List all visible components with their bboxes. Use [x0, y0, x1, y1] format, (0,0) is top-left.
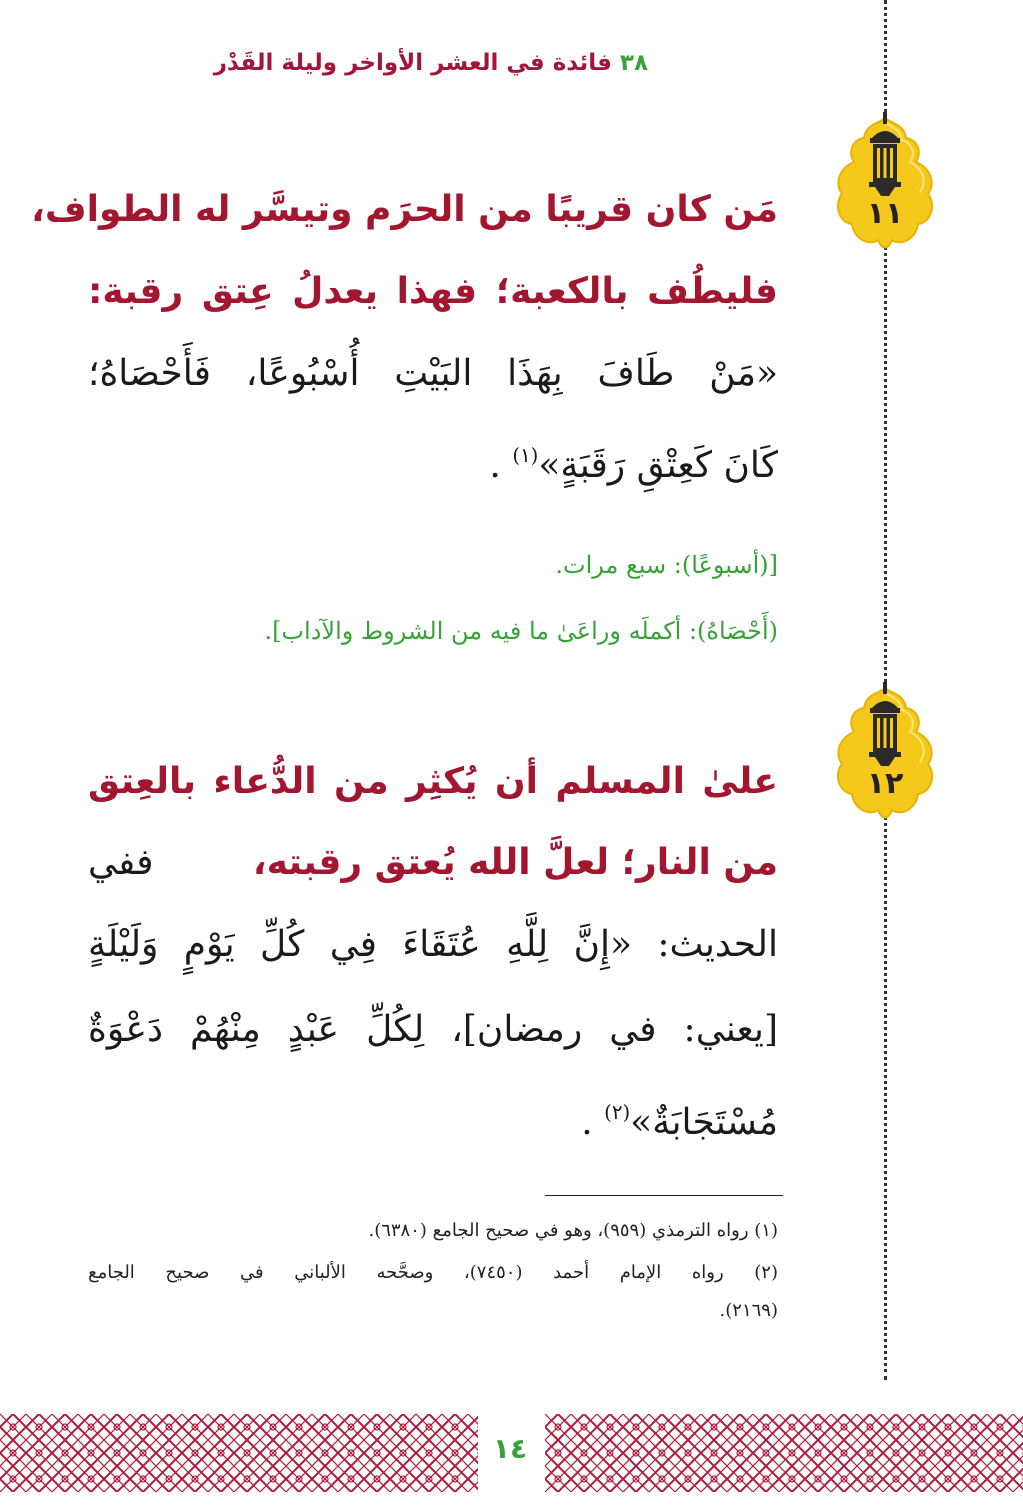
- section-badge-12: [832, 680, 938, 830]
- hadith-text: كَانَ كَعِتْقِ رَقَبَةٍ»: [538, 444, 778, 486]
- footnote-separator: [545, 1195, 783, 1196]
- ornament-band-left: [0, 1414, 478, 1492]
- lantern-icon: [832, 680, 938, 830]
- section-11-red-line-1: مَن كان قريبًا من الحرَم وتيسَّر له الطواف،: [31, 189, 778, 230]
- section-12-line-2-tail: ففي: [88, 842, 154, 883]
- section-number: ١٢: [866, 766, 904, 801]
- section-11-note-1: [(أسبوعًا): سبع مرات.: [555, 551, 778, 579]
- section-12-hadith-line-2: [يعني: في رمضان]، لِكُلِّ عَبْدٍ مِنْهُمْ دَعْوَةٌ: [88, 1009, 778, 1050]
- section-12-line-2: [88, 843, 778, 883]
- hadith-text: مُسْتَجَابَةٌ»: [630, 1101, 778, 1143]
- page-number: ١٤: [492, 1432, 528, 1465]
- footnote-1: (١) رواه الترمذي (٩٥٩)، وهو في صحيح الجامع (٦٣٨٠).: [368, 1220, 778, 1241]
- page-header: [214, 50, 648, 76]
- end-mark: .: [489, 444, 501, 486]
- header-title: فائدة في العشر الأواخر وليلة القَدْر: [213, 50, 612, 76]
- lantern-icon: [832, 110, 938, 260]
- footnote-2-line-1: (٢) رواه الإمام أحمد (٧٤٥٠)، وصحَّحه الألباني في صحيح الجامع: [88, 1262, 778, 1283]
- section-badge-11: [832, 110, 938, 260]
- section-11-hadith-line-2: [489, 436, 778, 486]
- section-11-note-2: (أَحْصَاهُ): أكملَه وراعَىٰ ما فيه من الشروط والآداب].: [264, 617, 778, 645]
- section-number: ١١: [866, 196, 904, 231]
- section-12-red-line-2: من النار؛ لعلَّ الله يُعتق رقبته،: [252, 842, 778, 883]
- ornament-band-right: [545, 1414, 1023, 1492]
- end-mark: .: [581, 1101, 593, 1143]
- section-12-red-line-1: علىٰ المسلم أن يُكثِر من الدُّعاء بالعِتق: [88, 761, 778, 802]
- section-11-hadith-line-1: «مَنْ طَافَ بِهَذَا البَيْتِ أُسْبُوعًا، فَأَحْصَاهُ؛: [88, 353, 778, 394]
- section-12-hadith-line-3: [581, 1093, 778, 1143]
- section-11-red-line-2: فليطُف بالكعبة؛ فهذا يعدلُ عِتق رقبة:: [88, 271, 778, 312]
- section-12-hadith-line-1: الحديث: «إِنَّ لِلَّهِ عُتَقَاءَ فِي كُلِّ يَوْمٍ وَلَيْلَةٍ: [88, 924, 778, 965]
- header-number: ٣٨: [619, 50, 648, 76]
- footnote-ref: (٢): [604, 1101, 631, 1124]
- footnote-2-line-2: (٢١٦٩).: [719, 1300, 778, 1321]
- footnote-ref: (١): [512, 444, 539, 467]
